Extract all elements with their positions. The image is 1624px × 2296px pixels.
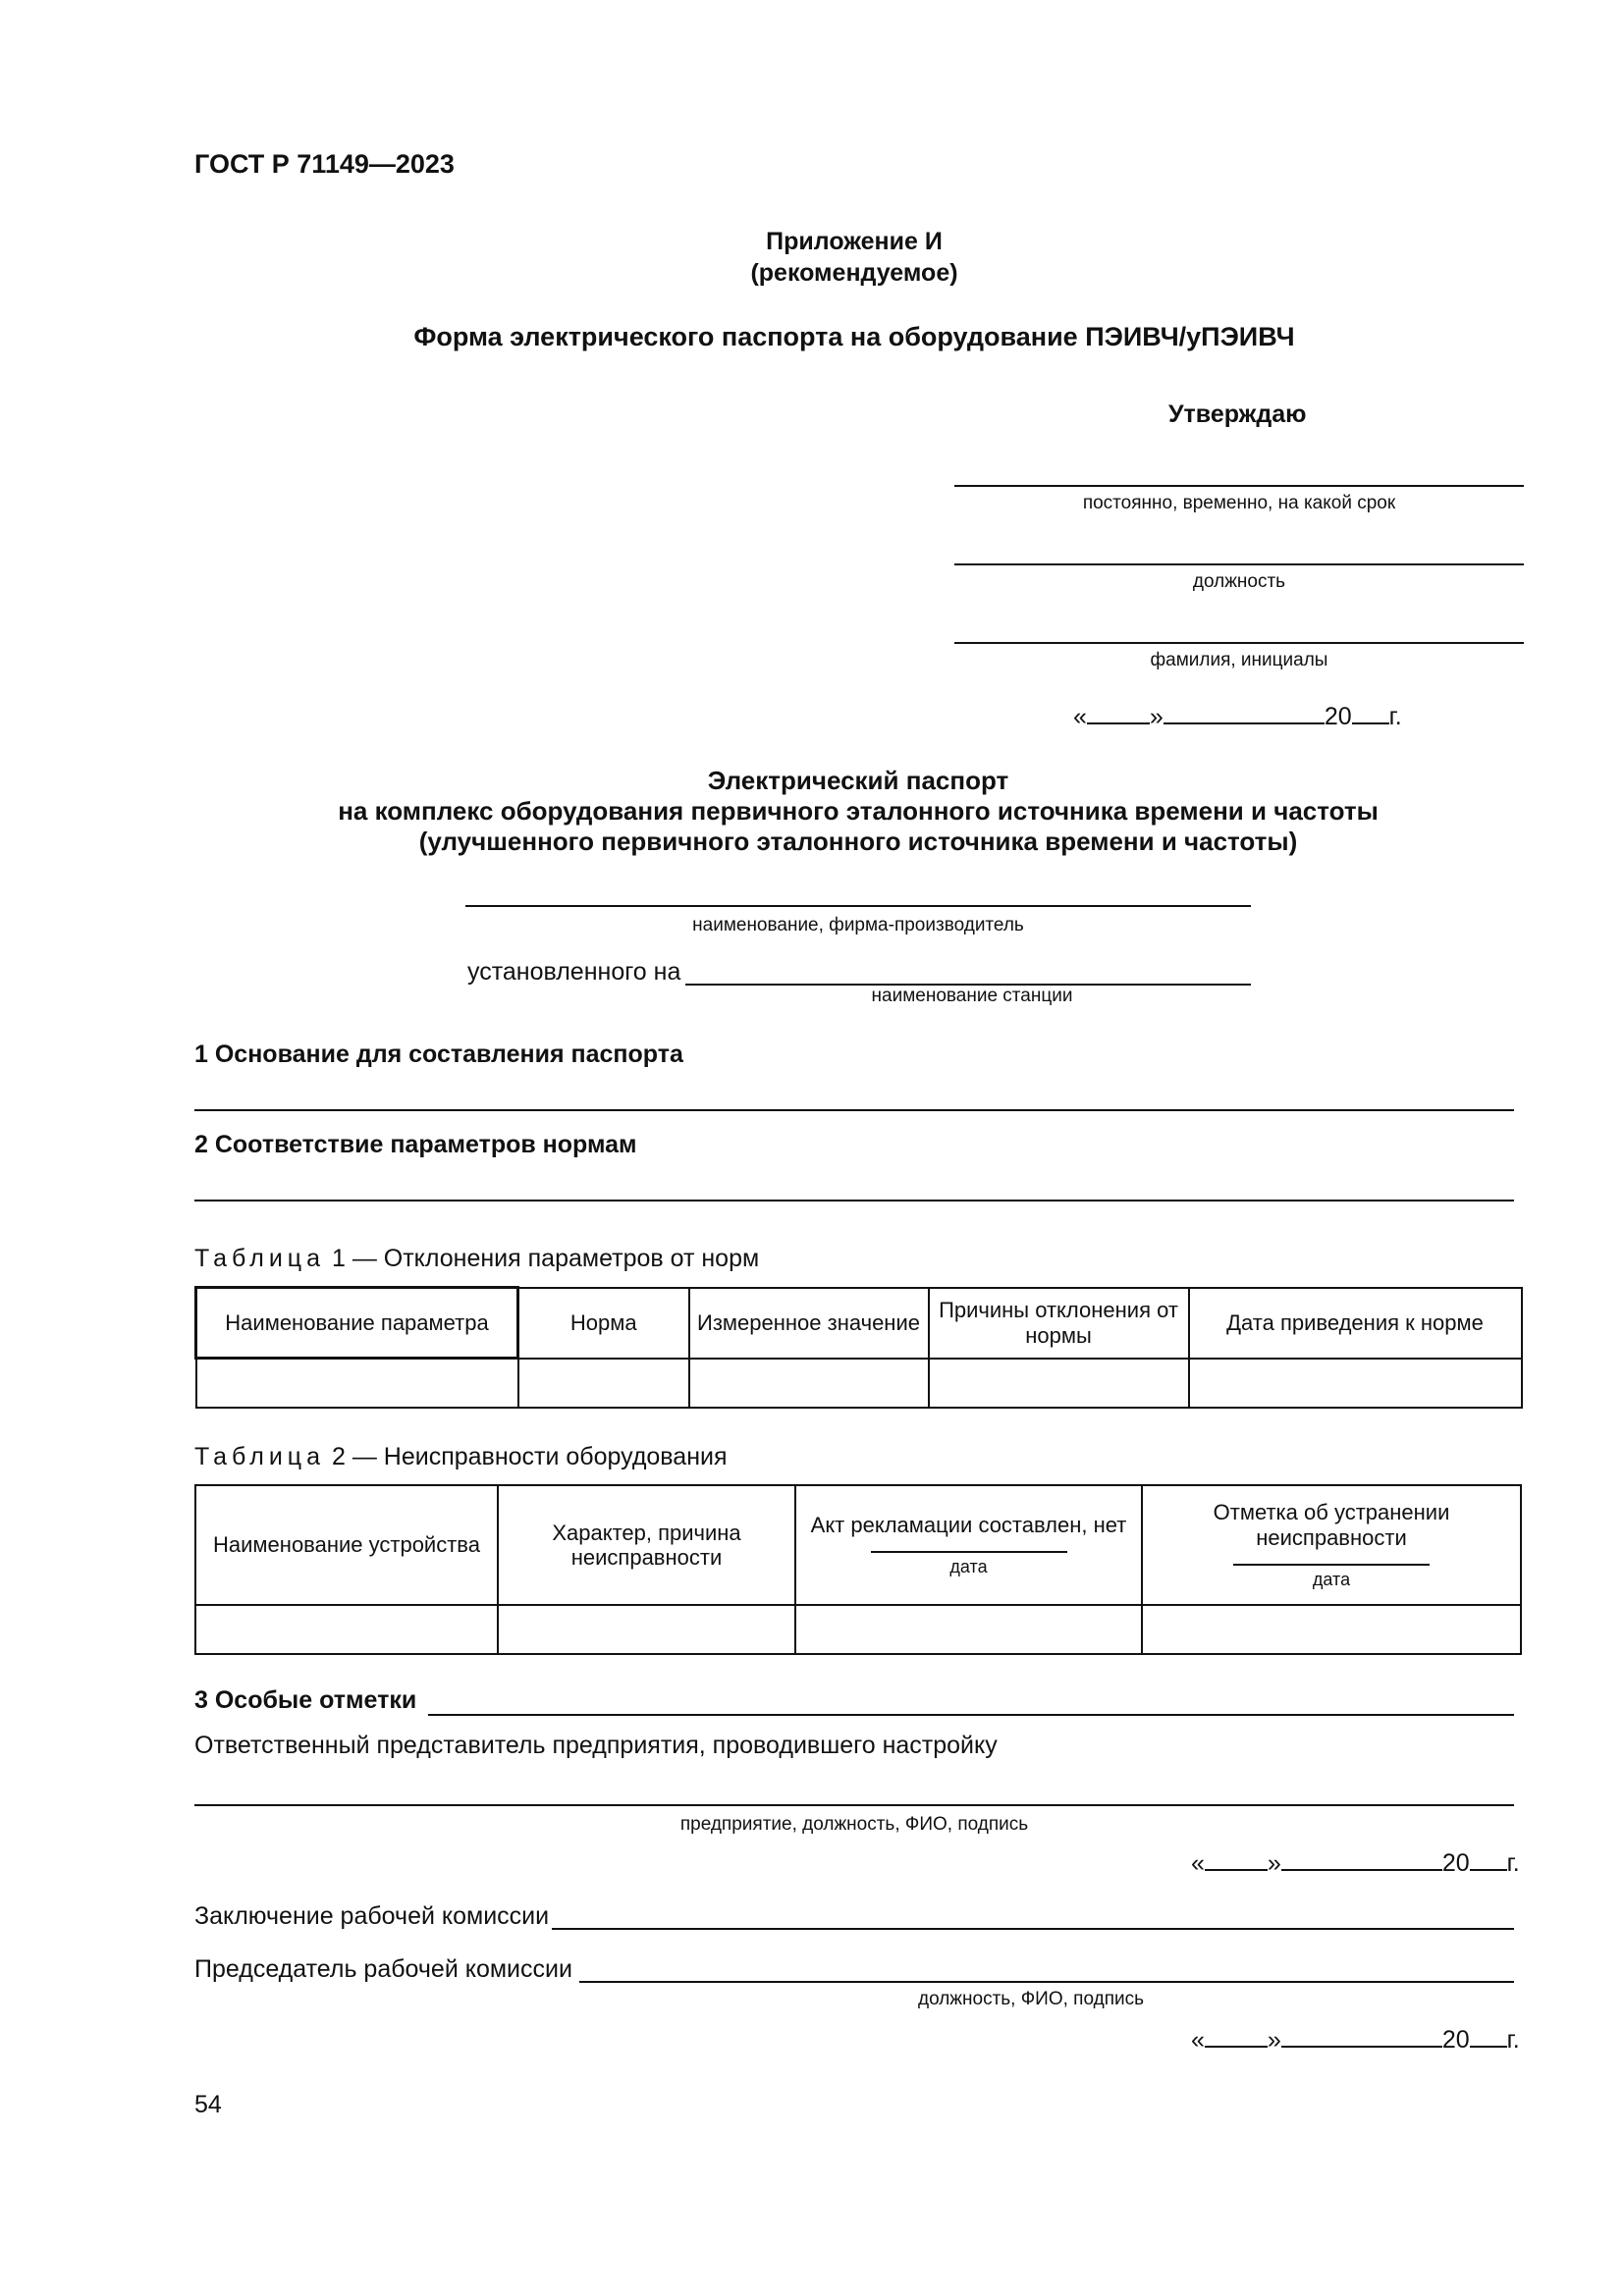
conclusion-label: Заключение рабочей комиссии: [194, 1902, 550, 1930]
document-code: ГОСТ Р 71149—2023: [194, 149, 455, 179]
act-header-label: Акт рекламации составлен, нет: [810, 1513, 1127, 1537]
table-1: [194, 1286, 1523, 1409]
approval-name-caption: фамилия, инициалы: [1150, 650, 1328, 670]
form-title: Форма электрического паспорта на оборудование ПЭИВЧ/уПЭИВЧ: [413, 322, 1295, 351]
table-1-header-cell: Дата приведения к норме: [1189, 1288, 1522, 1359]
approval-date[interactable]: « » 20 г.: [1073, 703, 1402, 730]
page-number: 54: [194, 2091, 222, 2118]
passport-title-1: Электрический паспорт: [707, 766, 1009, 795]
table-2-header-cell: [1142, 1485, 1521, 1605]
approval-label: Утверждаю: [1168, 400, 1307, 428]
act-date-caption: дата: [949, 1557, 988, 1577]
chairman-caption: должность, ФИО, подпись: [917, 1989, 1144, 2009]
table-1-header-cell: Наименование параметра: [196, 1288, 518, 1359]
responsible-caption: предприятие, должность, ФИО, подпись: [679, 1814, 1029, 1835]
responsible-line[interactable]: [194, 1804, 1514, 1806]
table-2-cell[interactable]: [795, 1605, 1142, 1654]
fix-date-caption: дата: [1312, 1569, 1351, 1589]
section-3-heading: 3 Особые отметки: [194, 1686, 417, 1714]
approval-name-line[interactable]: [954, 642, 1524, 644]
responsible-date[interactable]: « » 20 г.: [1191, 1849, 1520, 1877]
table-2: [194, 1484, 1522, 1655]
table-1-cell[interactable]: [929, 1359, 1189, 1408]
table-1-cell[interactable]: [196, 1359, 518, 1408]
section-3-line[interactable]: [428, 1714, 1514, 1716]
chairman-label: Председатель рабочей комиссии: [194, 1955, 572, 1983]
section-2-heading: 2 Соответствие параметров нормам: [194, 1131, 637, 1158]
responsible-label: Ответственный представитель предприятия, проводившего настройку: [194, 1732, 998, 1759]
equipment-name-caption: наименование, фирма-производитель: [692, 915, 1024, 935]
table-2-row: [195, 1605, 1521, 1654]
chairman-date[interactable]: « » 20 г.: [1191, 2026, 1520, 2054]
table-1-cell[interactable]: [518, 1359, 689, 1408]
table-2-header-cell: Наименование устройства: [195, 1485, 498, 1605]
table-2-cell[interactable]: [498, 1605, 795, 1654]
approval-position-line[interactable]: [954, 563, 1524, 565]
chairman-line[interactable]: [579, 1981, 1514, 1983]
table-2-cell[interactable]: [1142, 1605, 1521, 1654]
station-name-caption: наименование станции: [871, 986, 1073, 1006]
fix-date-line: [1233, 1564, 1430, 1566]
act-date-line: [871, 1551, 1067, 1553]
fix-header-label: Отметка об устранении неисправности: [1213, 1500, 1450, 1550]
approval-position-caption: должность: [1192, 571, 1286, 592]
appendix-title: Приложение И: [766, 228, 943, 255]
table-1-header-cell: Измеренное значение: [689, 1288, 929, 1359]
table-1-cell[interactable]: [1189, 1359, 1522, 1408]
table-1-header-cell: Причины отклонения от нормы: [929, 1288, 1189, 1359]
approval-term-caption: постоянно, временно, на какой срок: [1082, 493, 1396, 513]
table-2-cell[interactable]: [195, 1605, 498, 1654]
equipment-name-line[interactable]: [465, 905, 1251, 907]
section-2-line[interactable]: [194, 1200, 1514, 1201]
table-1-caption: Таблица 1 — Отклонения параметров от норм: [194, 1245, 760, 1272]
table-2-header-cell: [795, 1485, 1142, 1605]
table-2-caption: Таблица 2 — Неисправности оборудования: [194, 1443, 728, 1470]
table-2-header-row: [195, 1485, 1521, 1605]
table-2-header-cell: Характер, причина неисправности: [498, 1485, 795, 1605]
passport-title-2: на комплекс оборудования первичного эталонного источника времени и частоты: [338, 796, 1379, 826]
approval-term-line[interactable]: [954, 485, 1524, 487]
table-1-cell[interactable]: [689, 1359, 929, 1408]
appendix-status: (рекомендуемое): [750, 259, 958, 287]
section-1-line[interactable]: [194, 1109, 1514, 1111]
conclusion-line[interactable]: [552, 1928, 1514, 1930]
passport-title-3: (улучшенного первичного эталонного источника времени и частоты): [418, 827, 1298, 856]
table-1-header-row: [196, 1288, 1522, 1359]
table-1-header-cell: Норма: [518, 1288, 689, 1359]
installed-label: установленного на: [467, 958, 681, 986]
section-1-heading: 1 Основание для составления паспорта: [194, 1041, 683, 1068]
table-1-row: [196, 1359, 1522, 1408]
